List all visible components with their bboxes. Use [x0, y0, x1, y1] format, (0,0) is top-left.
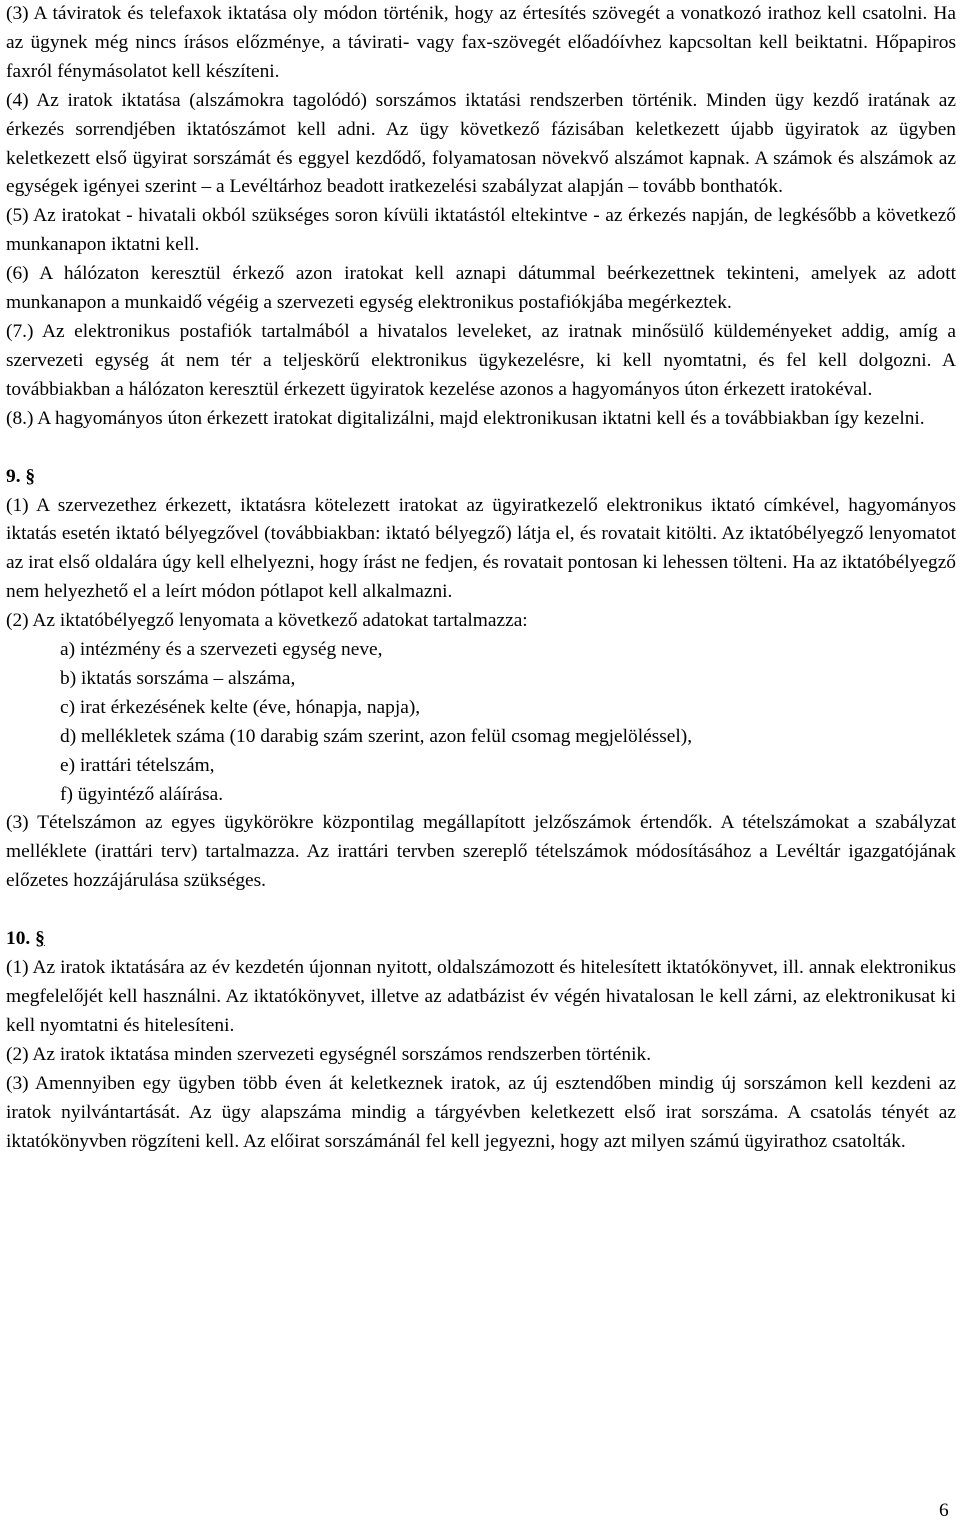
section-9-number: 9. — [6, 465, 21, 487]
list-item: e) irattári tételszám, — [60, 754, 215, 776]
section-9-paragraph-1: (1) A szervezethez érkezett, iktatásra kötelezett iratokat az ügyiratkezelő elektronikus iktató címkével, hagyományos iktatás esetén iktató bélyegzővel (továbbiakban: iktató bélyegző) látja el, és rovatait kitölti. Az iktatóbélyegző lenyomatot az irat első oldalára úgy kell elhelyezni, hogy írást ne fedjen, és rovatait pontosan ki lehessen tölteni. Ha az iktatóbélyegző nem helyezhető el a leírt módon pótlapot kell alkalmazni. — [6, 494, 956, 603]
section-10-number: 10. — [6, 928, 31, 950]
list-item: b) iktatás sorszáma – alszáma, — [60, 667, 296, 689]
section-10-paragraph-3: (3) Amennyiben egy ügyben több éven át keletkeznek iratok, az új esztendőben mindig új sorszámon kell kezdeni az iratok nyilvántartását. Az ügy alapszáma mindig a tárgyévben keletkezett első irat sorszáma. A csatolás tényét az iktatókönyvben rögzíteni kell. Az előirat sorszámánál fel kell jegyezni, hogy azt milyen számú ügyirathoz csatolták. — [6, 1072, 956, 1152]
paragraph-registration-system: (4) Az iratok iktatása (alszámokra tagolódó) sorszámos iktatási rendszerben történik. Minden ügy kezdő iratának az érkezés sorrendjében iktatószámot kell adni. Az ügy következő fázisában keletkezett újabb ügyiratok az ügyben keletkezett első ügyirat sorszámát és eggyel kezdődő, folyamatosan növekvő alszámot kapnak. A számok és alszámok az egységek igényei szerint – a Levéltárhoz beadott iratkezelési szabályzat alapján – tovább bonthatók. — [6, 89, 956, 198]
spacer — [6, 896, 956, 925]
list-item: c) irat érkezésének kelte (éve, hónapja, napja), — [60, 696, 421, 718]
section-10-paragraph-2: (2) Az iratok iktatása minden szervezeti egységnél sorszámos rendszerben történik. — [6, 1043, 652, 1065]
paragraph-network-documents: (6) A hálózaton keresztül érkező azon iratokat kell aznapi dátummal beérkezettnek tekinteni, amelyek az adott munkanapon a munkaidő végéig a szervezeti egység elektronikus postafiókjába megérkeztek. — [6, 263, 956, 314]
section-10-paragraph-1: (1) Az iratok iktatására az év kezdetén újonnan nyitott, oldalszámozott és hitelesített iktatókönyvet, ill. annak elektronikus megfelelőjét kell használni. Az iktatókönyvet, illetve az adatbázist év végén hivatalosan le kell zárni, az elektronikusat ki kell nyomtatni és hitelesíteni. — [6, 957, 956, 1036]
paragraph-traditional-documents: (8.) A hagyományos úton érkezett iratokat digitalizálni, majd elektronikusan iktatni kell és a továbbiakban így kezelni. — [6, 407, 925, 429]
section-9-paragraph-2: (2) Az iktatóbélyegző lenyomata a következő adatokat tartalmazza: — [6, 610, 528, 632]
document-page — [6, 0, 956, 1156]
paragraph-registration-deadline: (5) Az iratokat - hivatali okból szükséges soron kívüli iktatástól eltekintve - az érkezés napján, de legkésőbb a következő munkanapon iktatni kell. — [6, 205, 956, 256]
section-9-heading — [6, 463, 956, 492]
paragraph-electronic-mailbox: (7.) Az elektronikus postafiók tartalmából a hivatalos leveleket, az iratnak minősülő küldeményeket addig, amíg a szervezeti egység át nem tér a teljeskörű elektronikus ügykezelésre, ki kell nyomtatni, és fel kell dolgozni. A továbbiakban a hálózaton keresztül érkezett ügyiratok kezelése azonos a hagyományos úton érkezett iratokéval. — [6, 320, 956, 400]
section-10-heading — [6, 925, 956, 954]
section-10-sign: § — [35, 928, 45, 950]
paragraph-telegrams: (3) A táviratok és telefaxok iktatása oly módon történik, hogy az értesítés szövegét a vonatkozó irathoz kell csatolni. Ha az ügynek még nincs írásos előzménye, a távirati- vagy fax-szövegét előadóívhez kapcsoltan kell beiktatni. Hőpapiros faxról fénymásolatot kell készíteni. — [6, 3, 956, 82]
section-9-paragraph-3: (3) Tételszámon az egyes ügykörökre központilag megállapított jelzőszámok értendők. A tételszámokat a szabályzat melléklete (irattári terv) tartalmazza. Az irattári tervben szereplő tételszámok módosításához a Levéltár igazgatójának előzetes hozzájárulása szükséges. — [6, 812, 956, 892]
list-item: f) ügyintéző aláírása. — [60, 783, 224, 805]
list-item: a) intézmény és a szervezeti egység neve, — [60, 639, 383, 661]
section-9-sign: § — [25, 465, 36, 487]
page-number: 6 — [939, 1500, 949, 1521]
spacer — [6, 434, 956, 463]
stamp-data-list — [6, 636, 956, 809]
list-item: d) mellékletek száma (10 darabig szám szerint, azon felül csomag megjelöléssel), — [60, 725, 693, 747]
